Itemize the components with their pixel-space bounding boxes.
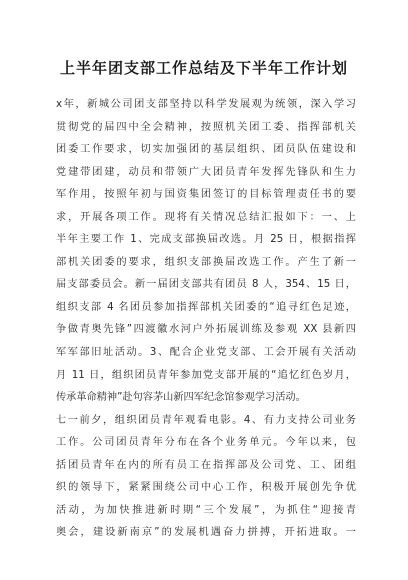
body-line: 组织支部 4 名团员参加指挥部机关团委的“追寻红色足迹， [56,301,356,313]
body-line: 军作用，按照年初与国资集团签订的目标管理责任书的要 [56,189,356,201]
body-line: 部机关团委的要求，组织支部换届改选工作。产生了新一 [56,256,356,268]
body-line: 活动，为加快推进新时期“三个发展”，为抓住“迎接青 [56,504,356,516]
body-line: 团委工作要求，切实加强团的基层组织、团员队伍建设和 [56,144,356,156]
body-line: 届支部委员会。新一届团支部共有团员 8 人，354、15 日， [56,279,356,291]
body-line: x年，新城公司团支部坚持以科学发展观为统领，深入学习 [56,99,356,110]
body-line: 织的领导下，紧紧围绕公司中心工作，积极开展创先争优 [56,482,356,494]
body-line: 争做青奥先锋”四渡徽水河户外拓展训练及参观 XX 县新四 [56,324,356,336]
body-line: 七一前夕，组织团员青年观看电影。4、有力支持公司业务 [56,414,356,426]
body-line: 贯彻党的届四中全会精神，按照机关团工委、指挥部机关 [56,121,356,133]
body-line: 求，开展各项工作。现将有关情况总结汇报如下：一、上 [56,211,356,223]
body-line: 半年主要工作 1、完成支部换届改选。月 25 日，根据指挥 [56,234,356,246]
body-line: 奥会，建设新南京”的发展机遇奋力拼搏，开拓进取。一 [56,527,356,539]
body-line: 军军部旧址活动。3、配合企业党支部、工会开展有关活动 [56,347,356,359]
body-line: 传承革命精神”赴句容茅山新四军纪念馆参观学习活动。 [56,392,306,404]
document-title: 上半年团支部工作总结及下半年工作计划 [59,59,348,77]
body-line: 括团员青年在内的所有员工在指挥部及公司党、工、团组 [56,459,356,471]
document-body [56,94,356,545]
body-line: 月 11 日，组织团员青年参加党支部开展的“追忆红色岁月， [56,369,356,381]
body-line: 工作。公司团员青年分布在各个业务单元。今年以来，包 [56,437,356,449]
body-line: 党建带团建，动员和带领广大团员青年发挥先锋队和生力 [56,166,356,178]
